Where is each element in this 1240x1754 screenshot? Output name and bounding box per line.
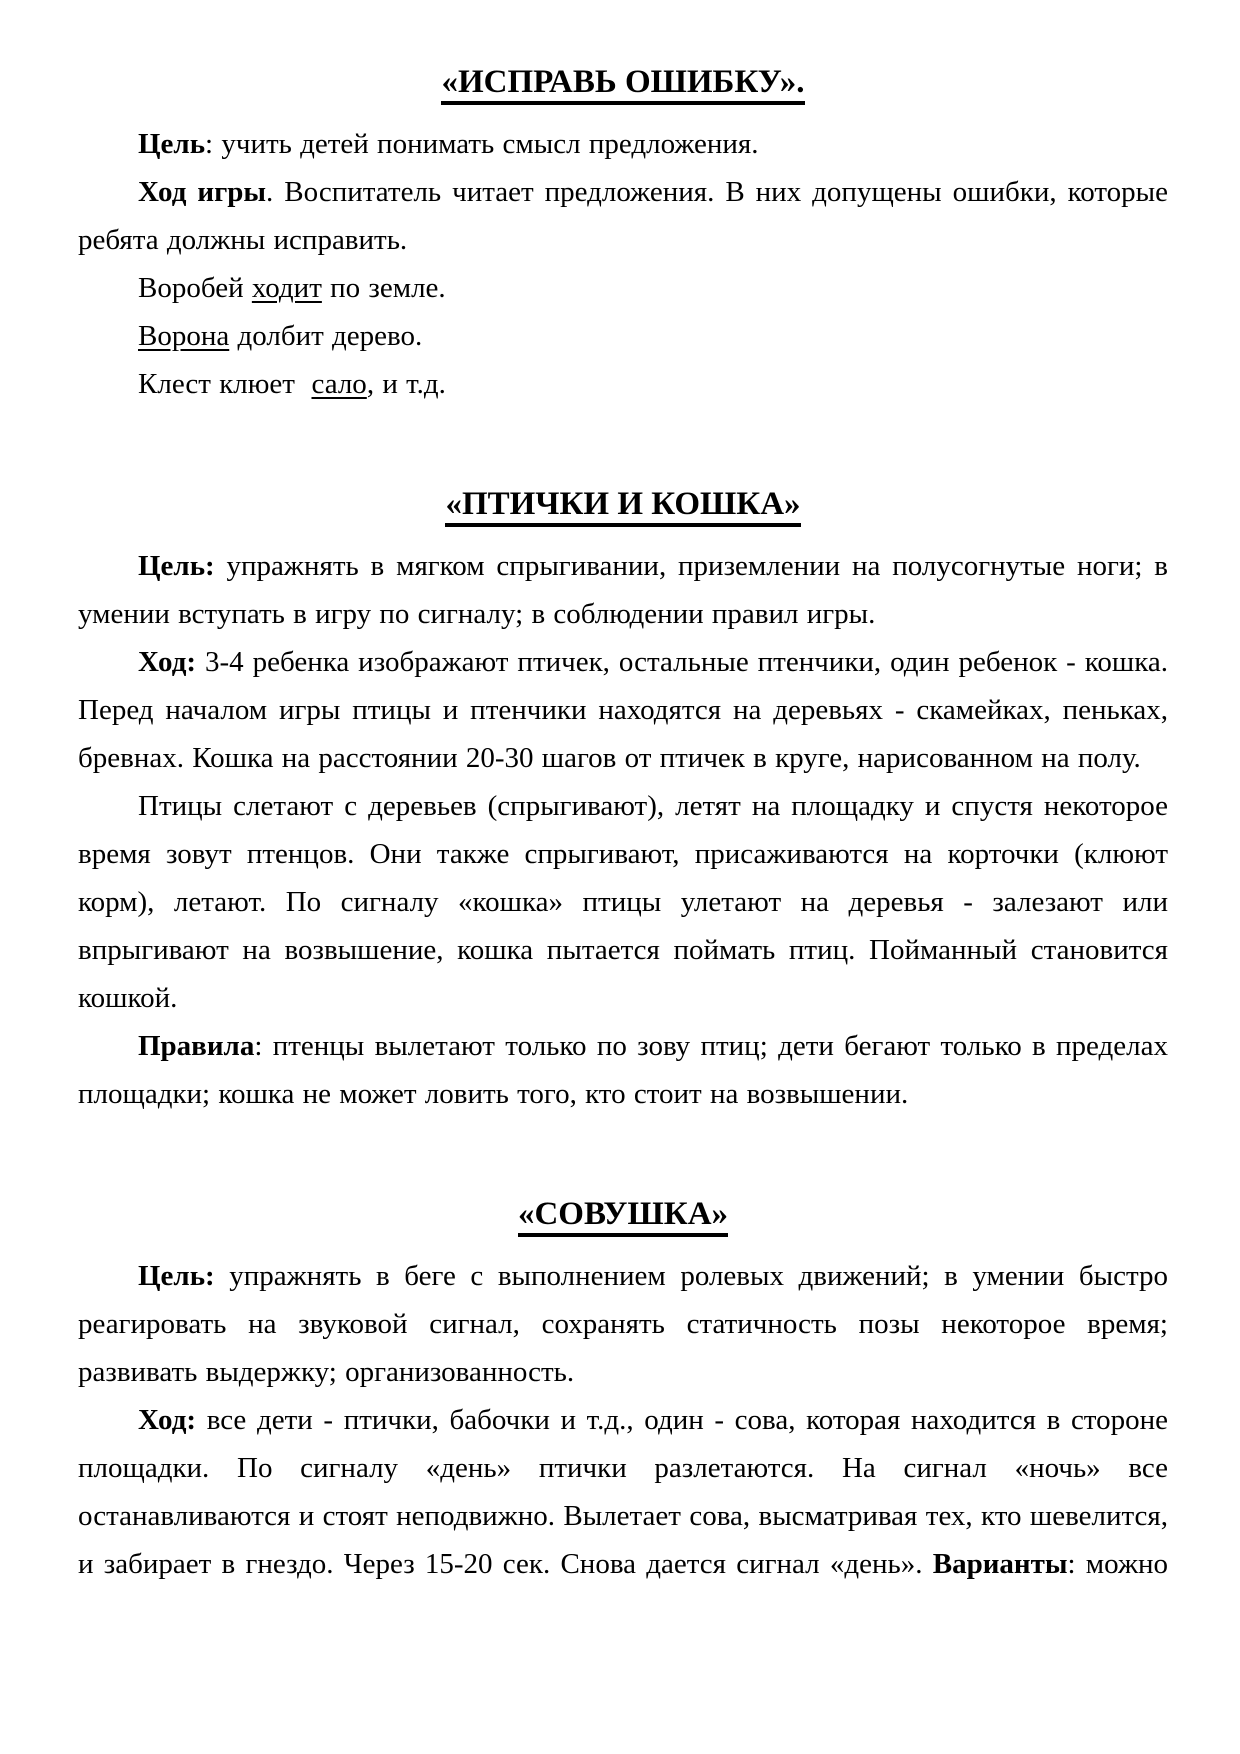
text-run: Цель [138, 128, 206, 160]
text-run: . Воспитатель читает предложения. В них допущены ошибки, которые ребята должны исправить. [78, 176, 1168, 256]
paragraph [78, 542, 1168, 638]
text-run: долбит дерево. [229, 320, 423, 352]
text-run: Ворона [138, 320, 230, 352]
text-run: Варианты [932, 1548, 1068, 1580]
paragraph [78, 1252, 1168, 1396]
section-title [78, 60, 1168, 104]
text-run: упражнять в мягком спрыгивании, приземлении на полусогнутые ноги; в умении вступать в игру по сигналу; в соблюдении правил игры. [78, 550, 1168, 630]
paragraph [78, 264, 1168, 312]
section-2 [78, 1192, 1168, 1588]
section-title-text: «СОВУШКА» [518, 1196, 728, 1237]
paragraph [78, 168, 1168, 264]
paragraph [78, 312, 1168, 360]
paragraph [78, 1396, 1168, 1588]
paragraph [78, 638, 1168, 782]
text-run: Цель: [138, 1260, 215, 1292]
text-run: Правила [138, 1030, 255, 1062]
text-run: Цель: [138, 550, 215, 582]
section-title [78, 482, 1168, 526]
text-run: 3-4 ребенка изображают птичек, остальные птенчики, один ребенок - кошка. Перед началом игры птицы и птенчики находятся на деревьях - скамейках, пеньках, бревнах. Кошка на расстоянии 20-30 шагов от птичек в круге, нарисованном на полу. [78, 646, 1168, 774]
text-run: Клест клюет [138, 368, 312, 400]
text-run: Ход игры [138, 176, 267, 208]
text-run: : учить детей понимать смысл предложения. [205, 128, 759, 160]
section-title-text: «ИСПРАВЬ ОШИБКУ». [441, 64, 804, 105]
text-run: Ход: [138, 646, 197, 678]
text-run: Птицы слетают с деревьев (спрыгивают), летят на площадку и спустя некоторое время зовут птенцов. Они также спрыгивают, присаживаются на корточки (клюют корм), летают. По сигналу «кошка» птицы улетают на деревья - залезают или впрыгивают на возвышение, кошка пытается поймать птиц. Пойманный становится кошкой. [78, 790, 1168, 1014]
section-title [78, 1192, 1168, 1236]
paragraph [78, 1022, 1168, 1118]
text-run: все дети - птички, бабочки и т.д., один - сова, которая находится в стороне площадки. По сигналу «день» птички разлетаются. На сигнал «ночь» все останавливаются и стоят неподвижно. Вылетает сова, высматривая тех, кто шевелится, и забирает в гнездо. Через 15-20 сек. Снова дается сигнал «день». [78, 1404, 1168, 1580]
paragraph [78, 782, 1168, 1022]
text-run: : можно [1067, 1548, 1168, 1580]
paragraph [78, 120, 1168, 168]
text-run: Ход: [138, 1404, 197, 1436]
text-run: упражнять в беге с выполнением ролевых движений; в умении быстро реагировать на звуковой сигнал, сохранять статичность позы некоторое время; развивать выдержку; организованность. [78, 1260, 1168, 1388]
section-title-text: «ПТИЧКИ И КОШКА» [445, 486, 800, 527]
section-1 [78, 482, 1168, 1118]
text-run: сало [311, 368, 367, 400]
text-run: Воробей [138, 272, 252, 304]
section-0 [78, 60, 1168, 408]
text-run: по земле. [321, 272, 446, 304]
paragraph [78, 360, 1168, 408]
text-run: , и т.д. [366, 368, 446, 400]
text-run: ходит [251, 272, 322, 304]
text-run: : птенцы вылетают только по зову птиц; дети бегают только в пределах площадки; кошка не может ловить того, кто стоит на возвышении. [78, 1030, 1168, 1110]
document-body [78, 60, 1168, 1588]
